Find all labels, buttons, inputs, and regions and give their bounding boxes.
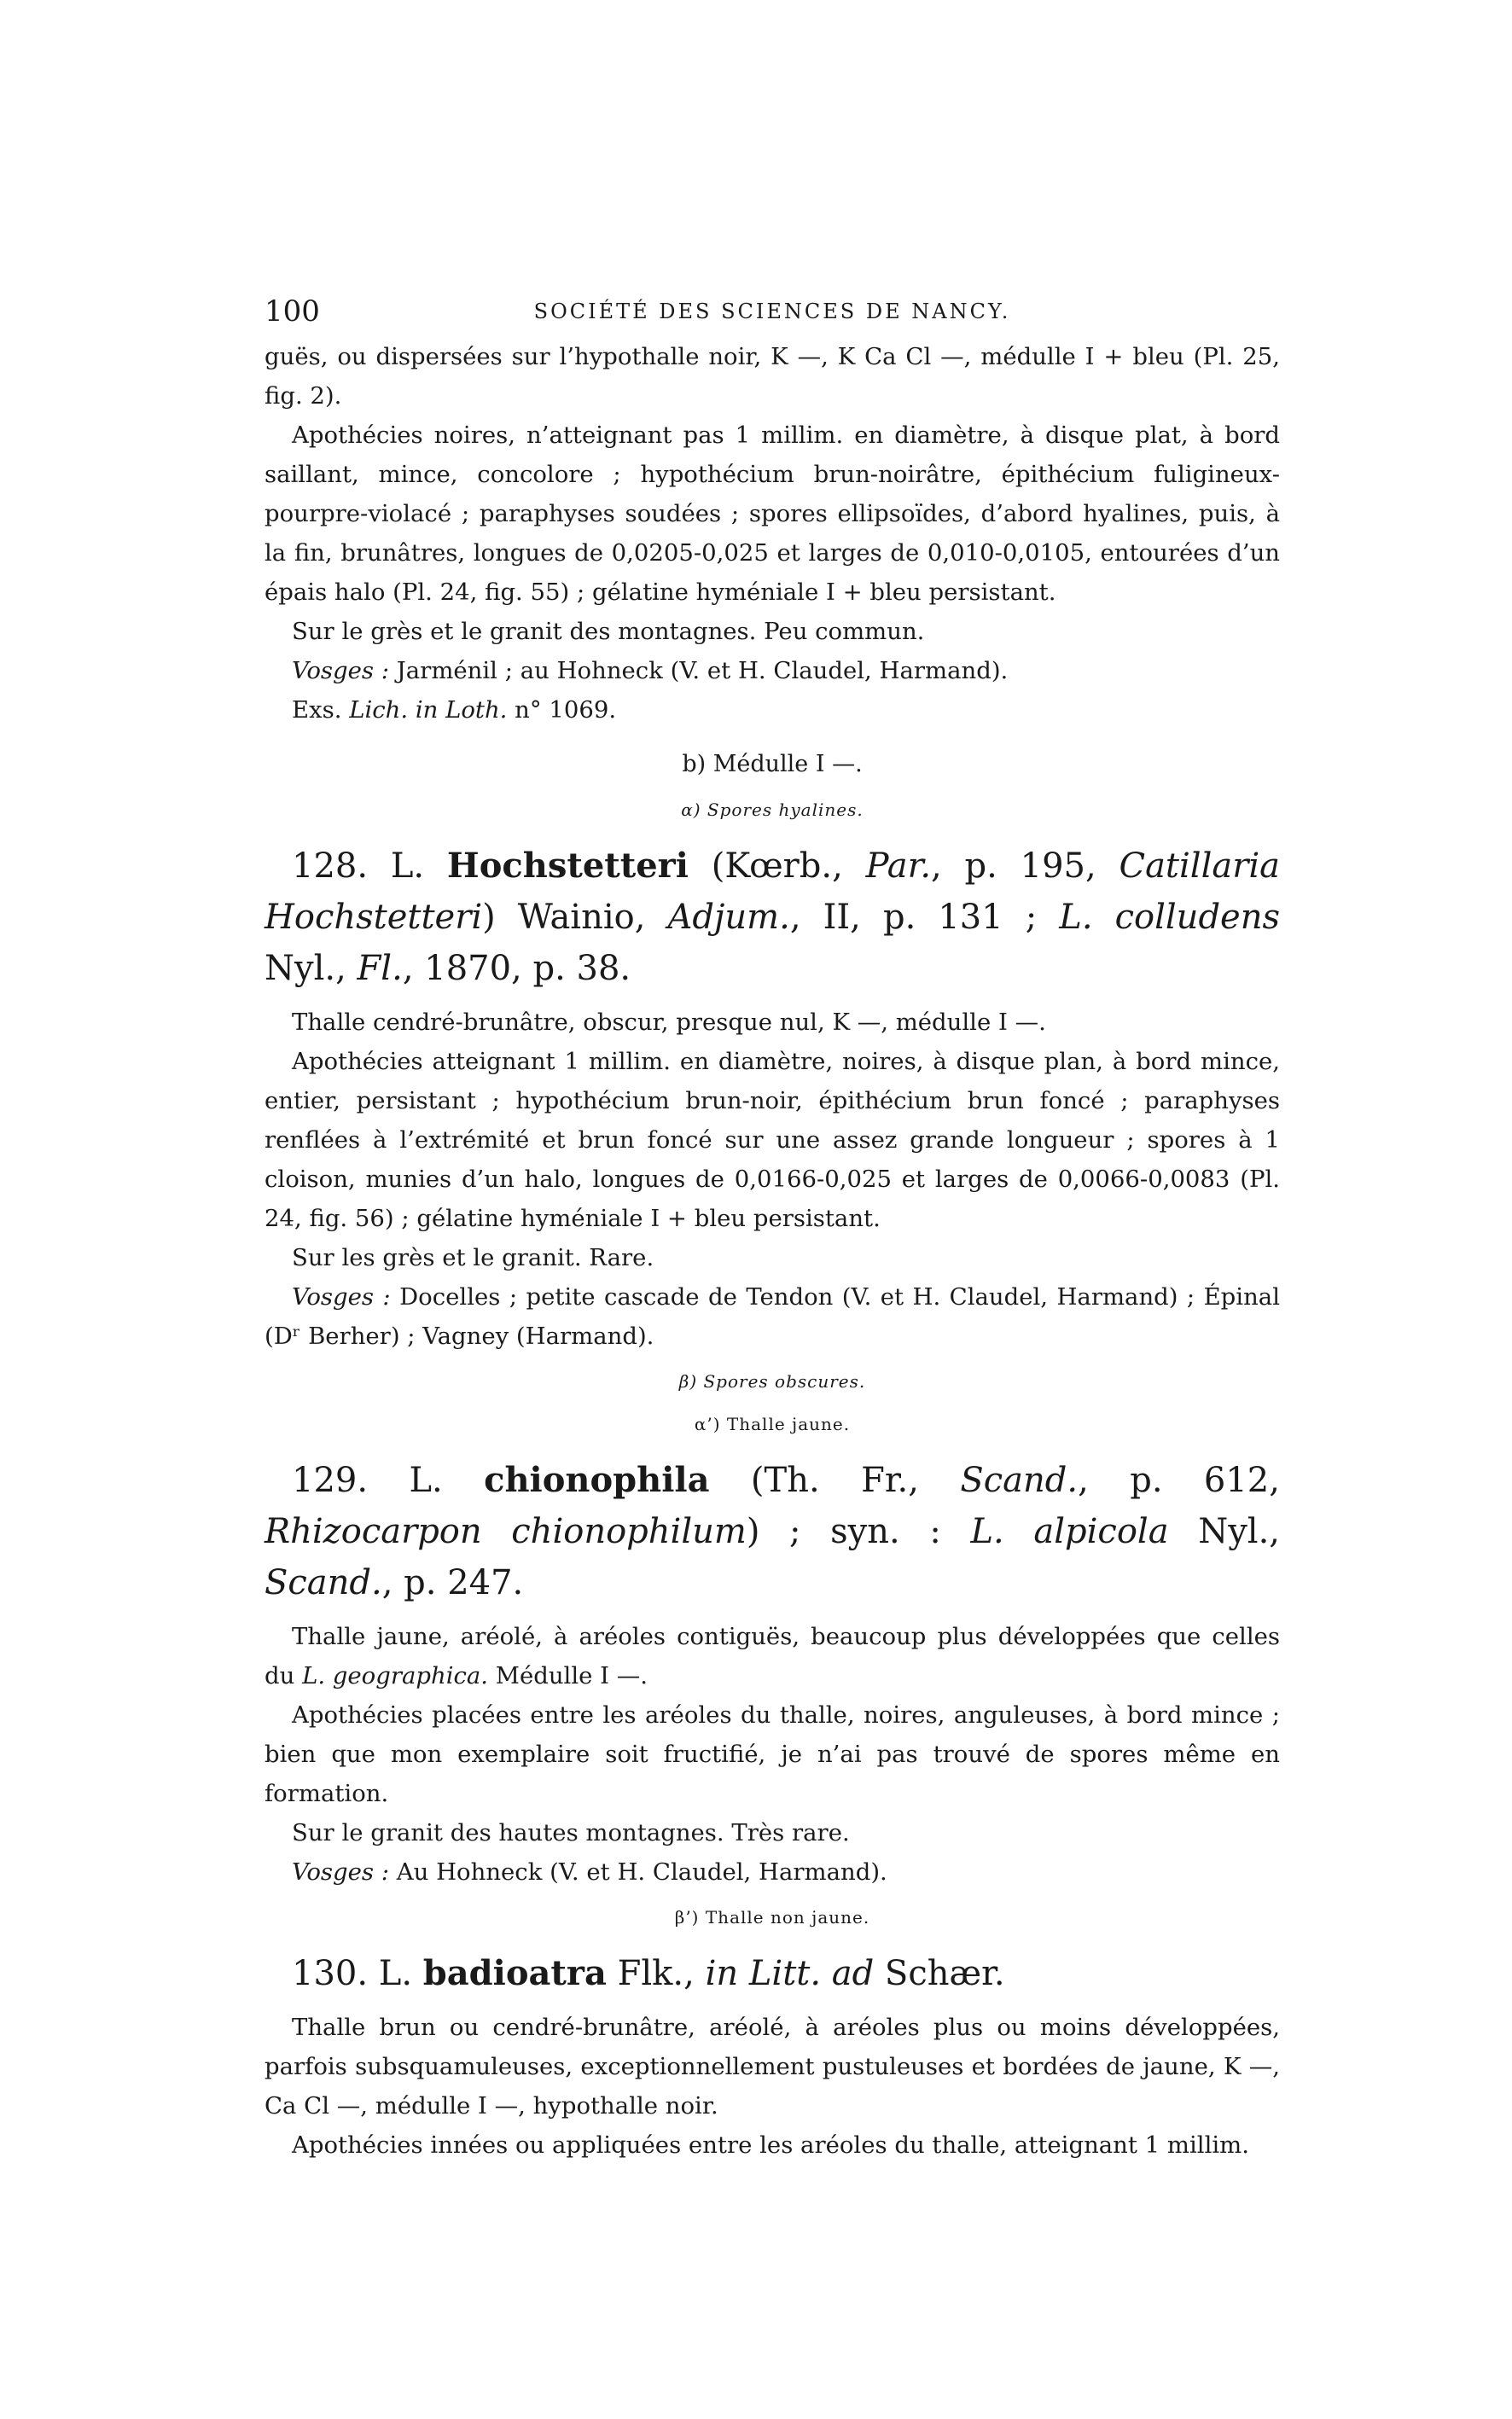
region-label: Vosges :	[292, 657, 390, 684]
citation-text: Flk.,	[606, 1954, 706, 1993]
citation-text: Nyl.,	[1168, 1512, 1281, 1551]
citation-text: , p. 612,	[1078, 1461, 1280, 1500]
paragraph: Apothécies noires, n’atteignant pas 1 millim. en diamètre, à disque plat, à bord saillant, mince, concolore ; hypothécium brun-noirâtre, épithécium fuligineux-pourpre-violacé ; paraphyses soudées ; spores ellipsoïdes, d’abord hyalines, puis, à la fin, brunâtres, longues de 0,0205-0,025 et larges de 0,010-0,0105, entourées d’un épais halo (Pl. 24, fig. 55) ; gélatine hyméniale I + bleu persistant.	[265, 422, 1280, 606]
running-head: SOCIÉTÉ DES SCIENCES DE NANCY.	[533, 299, 1011, 323]
citation-italic: Adjum.	[667, 898, 790, 937]
taxon-italic: L. geographica.	[302, 1662, 489, 1689]
exsiccata-paragraph	[265, 690, 1280, 730]
paragraph: Apothécies atteignant 1 millim. en diamètre, noires, à disque plan, à bord mince, entier, persistant ; hypothécium brun-noir, épithécium brun foncé ; paraphyses renflées à l’extrémité et brun foncé sur une assez grande longueur ; spores à 1 cloison, munies d’un halo, longues de 0,0166-0,025 et larges de 0,0066-0,0083 (Pl. 24, fig. 56) ; gélatine hyméniale I + bleu persistant.	[265, 1048, 1280, 1232]
species-name: chionophila	[484, 1460, 710, 1500]
paragraph: Apothécies innées ou appliquées entre les aréoles du thalle, atteignant 1 millim.	[292, 2131, 1249, 2159]
citation-text: (Th. Fr.,	[709, 1461, 961, 1500]
citation-italic: L. alpicola	[970, 1512, 1169, 1551]
citation-text: Nyl.,	[265, 949, 358, 988]
page-header	[265, 294, 1280, 337]
paragraph: Sur le granit des hautes montagnes. Très rare.	[292, 1819, 850, 1846]
text: Médulle I —.	[488, 1662, 648, 1689]
locality-text: Au Hohneck (V. et H. Claudel, Harmand).	[389, 1858, 887, 1886]
species-heading-128	[265, 840, 1280, 994]
species-name: badioatra	[422, 1953, 607, 1993]
page-number: 100	[265, 294, 320, 329]
subheading-beta2: β’) Thalle non jaune.	[674, 1907, 870, 1928]
citation-text: (Kœrb.,	[688, 846, 866, 886]
text: Thalle jaune, aréolé, à aréoles contiguës, beaucoup plus développées que celles du	[265, 1623, 1280, 1689]
page	[265, 294, 1280, 2165]
paragraph: Sur les grès et le granit. Rare.	[292, 1244, 654, 1271]
citation-text: , p. 247.	[381, 1563, 524, 1602]
paragraph	[265, 1617, 1280, 1695]
locality-paragraph	[265, 651, 1280, 690]
region-label: Vosges :	[292, 1283, 391, 1311]
region-label: Vosges :	[292, 1858, 390, 1886]
subheading-beta: β) Spores obscures.	[678, 1371, 866, 1392]
citation-italic: L. colludens	[1059, 898, 1281, 937]
paragraph: Sur le grès et le granit des montagnes. Peu commun.	[292, 618, 925, 645]
species-name: Hochstetteri	[446, 846, 689, 886]
citation-text: , 1870, p. 38.	[402, 949, 631, 988]
citation-italic: Par.	[865, 846, 932, 886]
species-number: 129. L.	[292, 1461, 485, 1500]
citation-text: ) ; syn. :	[746, 1512, 971, 1551]
paragraph: Thalle cendré-brunâtre, obscur, presque nul, K —, médulle I —.	[292, 1009, 1046, 1036]
citation-italic: Rhizocarpon chionophilum	[265, 1512, 747, 1551]
paragraph: guës, ou dispersées sur l’hypothalle noir, K —, K Ca Cl —, médulle I + bleu (Pl. 25, fig. 2).	[265, 343, 1280, 410]
citation-text: ) Wainio,	[482, 898, 668, 937]
species-heading-129	[265, 1455, 1280, 1608]
locality-paragraph	[265, 1277, 1280, 1356]
citation-text: Schær.	[874, 1954, 1005, 1993]
exs-prefix: Exs.	[292, 696, 350, 724]
citation-italic: in Litt. ad	[705, 1954, 875, 1993]
locality-paragraph	[265, 1852, 1280, 1892]
exs-number: n° 1069.	[507, 696, 617, 724]
exs-title: Lich. in Loth.	[349, 696, 508, 724]
citation-italic: Catillaria Hochstetteri	[265, 846, 1280, 937]
species-number: 128. L.	[292, 846, 447, 886]
subheading-b: b) Médulle I —.	[682, 751, 863, 777]
citation-text: , p. 195,	[931, 846, 1119, 886]
citation-text: , II, p. 131 ;	[789, 898, 1060, 937]
locality-text: Docelles ; petite cascade de Tendon (V. et H. Claudel, Harmand) ; Épinal (Dʳ Berher) ; Vagney (Harmand).	[265, 1283, 1280, 1350]
citation-italic: Scand.	[960, 1461, 1079, 1500]
citation-italic: Fl.	[357, 949, 403, 988]
species-number: 130. L.	[292, 1954, 423, 1993]
subheading-alpha: α) Spores hyalines.	[681, 800, 864, 820]
paragraph: Apothécies placées entre les aréoles du thalle, noires, anguleuses, à bord mince ; bien que mon exemplaire soit fructifié, je n’ai pas trouvé de spores même en formation.	[265, 1701, 1280, 1807]
citation-italic: Scand.	[265, 1563, 382, 1602]
subheading-alpha2: α’) Thalle jaune.	[694, 1414, 851, 1434]
locality-text: Jarménil ; au Hohneck (V. et H. Claudel, Harmand).	[389, 657, 1009, 684]
species-heading-130	[265, 1948, 1280, 1999]
paragraph: Thalle brun ou cendré-brunâtre, aréolé, à aréoles plus ou moins développées, parfois subsquamuleuses, exceptionnellement pustuleuses et bordées de jaune, K —, Ca Cl —, médulle I —, hypothalle noir.	[265, 2014, 1280, 2120]
